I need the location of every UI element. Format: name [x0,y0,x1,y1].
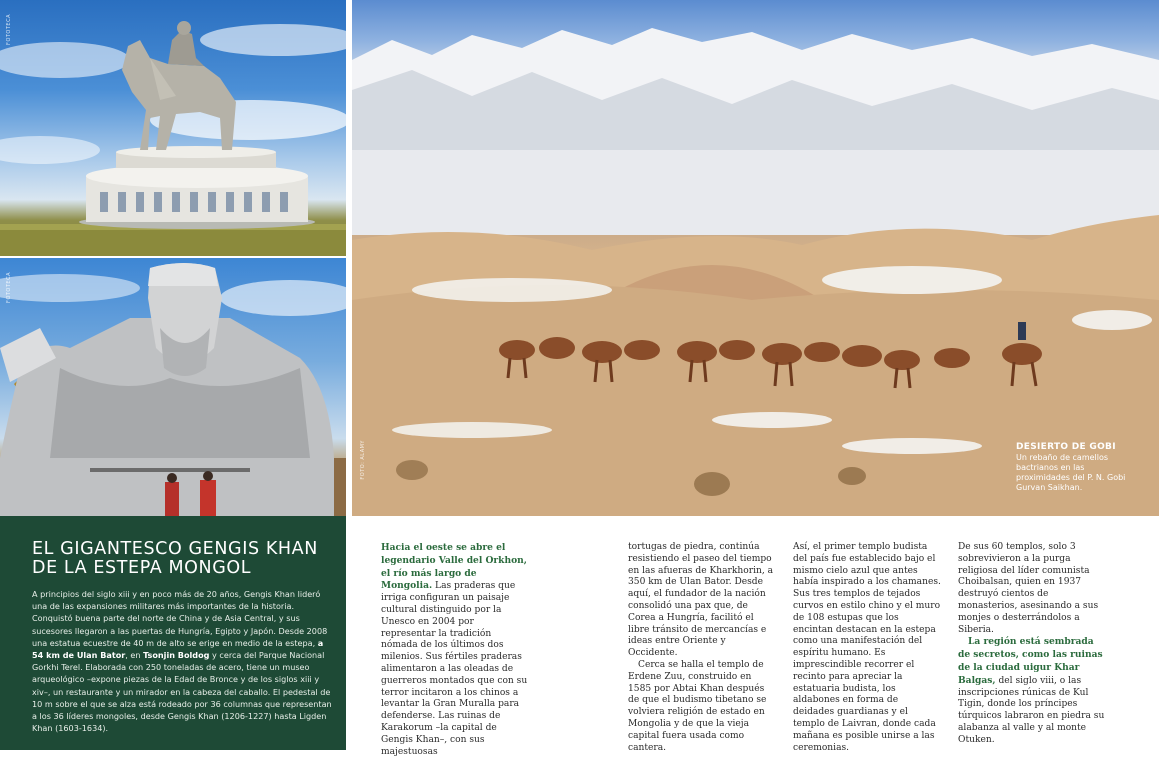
photo-credit: FOTOTECA [6,14,12,45]
panel-highlight: a 54 km de Ulan Bator [32,637,324,661]
paragraph [958,636,1108,746]
paragraph: Cerca se halla el templo de Erdene Zuu, construido en 1585 por Abtai Khan después de que el budismo tibetano se volviera religión de estado en Mongolia y de que la vieja capital fuera usada como cantera. [628,659,767,753]
text-column-1 [381,542,529,758]
paragraph-text: del siglo viii, o las inscripciones rúnicas de Kul Tigin, donde los príncipes túrquicos labraron en piedra su alabanza al valle y al monte Otuken. [958,675,1105,745]
paragraph: De sus 60 templos, solo 3 sobrevivieron a la purga religiosa del líder comunista Choibalsan, quien en 1937 destruyó cientos de monasterios, asesinando a sus monjes o desterrándolos a Siberia. [958,542,1099,635]
gobi-desert-photo [352,0,1159,516]
text-column-3 [793,542,941,754]
paragraph: tortugas de piedra, continúa resistiendo el paseo del tiempo en las afueras de Kharkhorin, a 350 km de Ulan Bator. Desde aquí, el fundador de la nación consolidó una pax que, de Corea a Hungría, facilitó el libre tránsito de mercancías e ideas entre Oriente y Occidente. [628,542,774,659]
photo-caption [1016,442,1126,493]
caption-title: DESIERTO DE GOBI [1016,442,1116,452]
panel-text: , en [125,650,144,661]
panel-body [32,588,334,734]
statue-face-illustration [0,258,346,516]
statue-illustration [0,0,346,256]
lead-in: La región está sembrada de secretos, como las ruinas de la ciudad uigur Khar Balgas, [958,636,1103,686]
text-column-4 [958,542,1108,747]
panel-text: A principios del siglo xiii y en poco más de 20 años, Gengis Khan lideró una de las expansiones militares más importantes de la historia. Conquistó buena parte del norte de China y de Asia Central, y sus sucesores llegaron a las puertas de Hungría, Egipto y Japón. Desde 2008 una estatua ecuestre de 40 m de alto se erige en medio de la estepa, [32,589,328,648]
panel-title: EL GIGANTESCO GENGIS KHAN DE LA ESTEPA MONGOL [32,539,318,578]
lead-in: Hacia el oeste se abre el legendario Valle del Orkhon, el río más largo de Mongolia. [381,542,527,592]
statue-face-photo [0,258,346,516]
photo-credit: FOTO: ALAMY [360,440,366,480]
gobi-illustration [352,0,1159,516]
paragraph: Así, el primer templo budista del país fue establecido bajo el mismo cielo azul que antes había inspirado a los chamanes. Sus tres templos de tejados curvos en estilo chino y el muro de 108 estupas que los encintan destacan en la estepa como una manifestación del espíritu humano. Es imprescindible recorrer el recinto para apreciar la estatuaria budista, los aldabones en forma de deidades guardianas y el templo de Laivran, donde cada mañana es posible unirse a las ceremonias. [793,542,941,753]
statue-photo [0,0,346,256]
panel-highlight: Tsonjin Boldog [143,650,210,661]
panel-text: y cerca del Parque Nacional Gorkhi Terel. Elaborada con 250 toneladas de acero, tiene un museo arqueológico –expone piezas de la Edad de Bronce y de los siglos xiii y xiv–, un restaurante y un mirador en la cabeza del caballo. El pedestal de 10 m sobre el que se alza está rodeado por 36 columnas que representan a los 36 líderes mongoles, desde Gengis Khan (1206-1227) hasta Ligden Khan (1603-1634). [32,650,332,734]
paragraph-text: Las praderas que irriga configuran un paisaje cultural distinguido por la Unesco en 2004 por representar la tradición nómada de los últimos dos milenios. Sus fértiles praderas alimentaron a las oleadas de guerreros montados que con su terror incitaron a los chinos a levantar la Gran Muralla para defenderse. Las ruinas de Karakorum –la capital de Gengis Khan–, con sus majestuosas [381,581,528,757]
text-column-2 [628,542,774,754]
paragraph [381,542,529,758]
photo-credit: FOTOTECA [6,272,12,303]
caption-text: Un rebaño de camellos bactrianos en las proximidades del P. N. Gobi Gurvan Saikhan. [1016,453,1126,492]
sidebar-panel [0,516,346,750]
